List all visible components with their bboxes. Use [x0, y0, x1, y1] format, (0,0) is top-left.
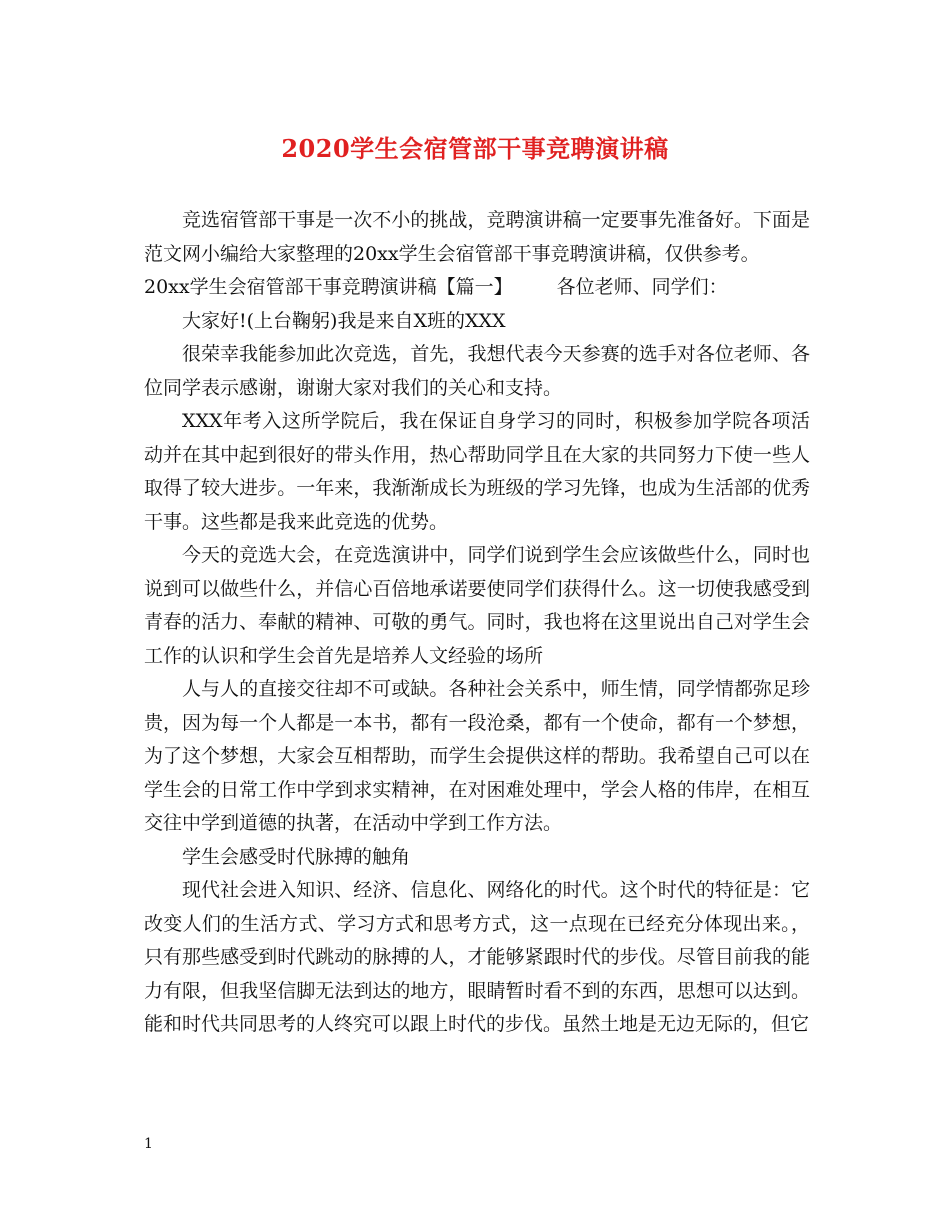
- paragraph: 现代社会进入知识、经济、信息化、网络化的时代。这个时代的特征是：它改变人们的生活方式、学习方式和思考方式，这一点现在已经充分体现出来。，只有那些感受到时代跳动的脉搏的人，才能够紧跟时代的步伐。尽管目前我的能力有限，但我坚信脚无法到达的地方，眼睛暂时看不到的东西，思想可以达到。能和时代共同思考的人终究可以跟上时代的步伐。虽然土地是无边无际的，但它: [144, 879, 810, 1035]
- paragraph: XXX年考入这所学院后，我在保证自身学习的同时，积极参加学院各项活动并在其中起到很好的带头作用，热心帮助同学且在大家的共同努力下使一些人取得了较大进步。一年来，我渐渐成长为班级的学习先锋，也成为生活部的优秀干事。这些都是我来此竞选的优势。: [144, 410, 810, 533]
- salutation: 各位老师、同学们：: [556, 276, 728, 298]
- subheading-paragraph: 学生会感受时代脉搏的触角: [182, 845, 411, 868]
- section-heading: 20xx学生会宿管部干事竞聘演讲稿【篇一】: [144, 276, 513, 298]
- paragraph: 今天的竞选大会，在竞选演讲中，同学们说到学生会应该做些什么，同时也说到可以做些什么，并信心百倍地承诺要使同学们获得什么。这一切使我感受到青春的活力、奉献的精神、可敬的勇气。同时，我也将在这里说出自己对学生会工作的认识和学生会首先是培养人文经验的场所: [144, 544, 810, 667]
- paragraph: 大家好!(上台鞠躬)我是来自X班的XXX: [182, 309, 506, 332]
- document-body: [144, 204, 810, 1042]
- paragraph: 很荣幸我能参加此次竞选，首先，我想代表今天参赛的选手对各位老师、各位同学表示感谢，谢谢大家对我们的关心和支持。: [144, 343, 810, 399]
- intro-paragraph: 竞选宿管部干事是一次不小的挑战，竞聘演讲稿一定要事先准备好。下面是范文网小编给大家整理的20xx学生会宿管部干事竞聘演讲稿，仅供参考。: [144, 209, 810, 265]
- page-number: 1: [144, 1136, 153, 1152]
- section-heading-line: [144, 271, 810, 305]
- document-title: 2020学生会宿管部干事竞聘演讲稿: [281, 134, 669, 163]
- paragraph: 人与人的直接交往却不可或缺。各种社会关系中，师生情，同学情都弥足珍贵，因为每一个人都是一本书，都有一段沧桑，都有一个使命，都有一个梦想，为了这个梦想，大家会互相帮助，而学生会提供这样的帮助。我希望自己可以在学生会的日常工作中学到求实精神，在对困难处理中，学会人格的伟岸，在相互交往中学到道德的执著，在活动中学到工作方法。: [144, 678, 810, 834]
